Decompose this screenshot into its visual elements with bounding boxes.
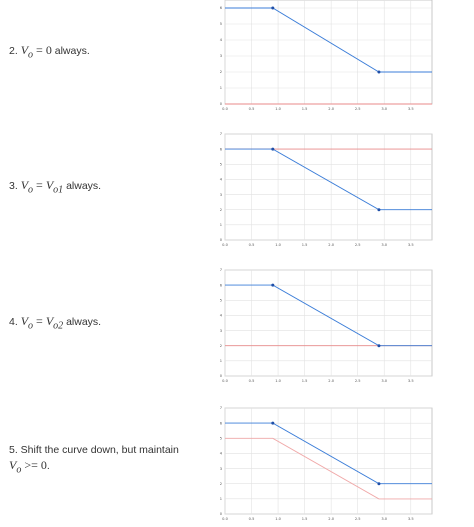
y-tick-label: 3 (219, 328, 222, 333)
y-tick-label: 7 (219, 406, 222, 411)
x-tick-label: 3.0 (381, 517, 388, 521)
plot-area (225, 408, 432, 514)
x-tick-label: 1.5 (301, 107, 308, 111)
x-tick-label: 3.0 (381, 379, 388, 383)
y-tick-label: 0 (219, 512, 222, 517)
series-marker (377, 344, 380, 347)
chart-option-3 (217, 128, 437, 248)
x-tick-label: 1.0 (275, 379, 281, 383)
y-tick-label: 5 (219, 298, 222, 303)
y-tick-label: 2 (219, 343, 222, 348)
option-2-label: 2. $V_o = 0$ always. (9, 43, 90, 61)
y-tick-label: 4 (219, 313, 222, 318)
y-tick-label: 5 (219, 162, 222, 167)
y-tick-label: 0 (219, 238, 222, 243)
x-tick-label: 1.0 (275, 107, 281, 111)
x-tick-label: 3.0 (381, 107, 388, 111)
x-tick-label: 0.0 (222, 379, 228, 383)
option-row-4 (0, 264, 474, 384)
y-tick-label: 6 (219, 147, 222, 152)
y-tick-label: 4 (219, 38, 222, 43)
x-tick-label: 0.5 (248, 243, 255, 247)
y-tick-label: 1 (219, 497, 222, 502)
x-tick-label: 2.0 (328, 107, 335, 111)
series-marker (377, 71, 380, 74)
chart-option-2 (217, 0, 437, 112)
x-tick-label: 2.5 (354, 243, 361, 247)
option-row-5 (0, 400, 474, 527)
series-marker (271, 148, 274, 151)
y-tick-label: 2 (219, 481, 222, 486)
y-tick-label: 7 (219, 268, 222, 273)
series-marker (271, 7, 274, 10)
x-tick-label: 0.5 (248, 107, 255, 111)
x-tick-label: 1.5 (301, 517, 308, 521)
series-marker (271, 422, 274, 425)
y-tick-label: 7 (219, 132, 222, 137)
chart-option-4 (217, 264, 437, 384)
series-marker (377, 482, 380, 485)
y-tick-label: 1 (219, 223, 222, 228)
plot-area (225, 134, 432, 240)
series-marker (377, 208, 380, 211)
x-tick-label: 2.0 (328, 243, 335, 247)
plot-area (225, 0, 432, 104)
option-3-label: 3. $V_o = V_{o1}$ always. (9, 178, 102, 196)
y-tick-label: 1 (219, 359, 222, 364)
y-tick-label: 0 (219, 374, 222, 379)
y-tick-label: 6 (219, 6, 222, 11)
x-tick-label: 3.5 (407, 243, 414, 247)
x-tick-label: 0.0 (222, 107, 228, 111)
option-5-label: 5. Shift the curve down, but maintain $V_o >= 0$. (9, 444, 179, 476)
y-tick-label: 0 (219, 102, 222, 107)
y-tick-label: 1 (219, 86, 222, 91)
y-tick-label: 4 (219, 451, 222, 456)
y-tick-label: 3 (219, 54, 222, 59)
x-tick-label: 2.0 (328, 379, 335, 383)
option-4-label: 4. $V_o = V_{o2}$ always. (9, 314, 102, 332)
x-tick-label: 2.5 (354, 107, 361, 111)
x-tick-label: 3.5 (407, 379, 414, 383)
x-tick-label: 0.5 (248, 517, 255, 521)
x-tick-label: 2.0 (328, 517, 335, 521)
y-tick-label: 6 (219, 283, 222, 288)
y-tick-label: 5 (219, 436, 222, 441)
x-tick-label: 1.0 (275, 517, 281, 521)
x-tick-label: 1.5 (301, 243, 308, 247)
option-row-2 (0, 0, 474, 112)
y-tick-label: 2 (219, 70, 222, 75)
series-marker (271, 284, 274, 287)
x-tick-label: 0.0 (222, 243, 228, 247)
x-tick-label: 2.5 (354, 517, 361, 521)
x-tick-label: 1.0 (275, 243, 281, 247)
y-tick-label: 4 (219, 177, 222, 182)
x-tick-label: 2.5 (354, 379, 361, 383)
x-tick-label: 3.0 (381, 243, 388, 247)
y-tick-label: 6 (219, 421, 222, 426)
x-tick-label: 3.5 (407, 107, 414, 111)
x-tick-label: 1.5 (301, 379, 308, 383)
x-tick-label: 3.5 (407, 517, 414, 521)
x-tick-label: 0.0 (222, 517, 228, 521)
y-tick-label: 2 (219, 207, 222, 212)
option-row-3 (0, 128, 474, 248)
plot-area (225, 270, 432, 376)
chart-option-5 (217, 402, 437, 522)
y-tick-label: 3 (219, 192, 222, 197)
x-tick-label: 0.5 (248, 379, 255, 383)
y-tick-label: 5 (219, 22, 222, 27)
y-tick-label: 3 (219, 466, 222, 471)
